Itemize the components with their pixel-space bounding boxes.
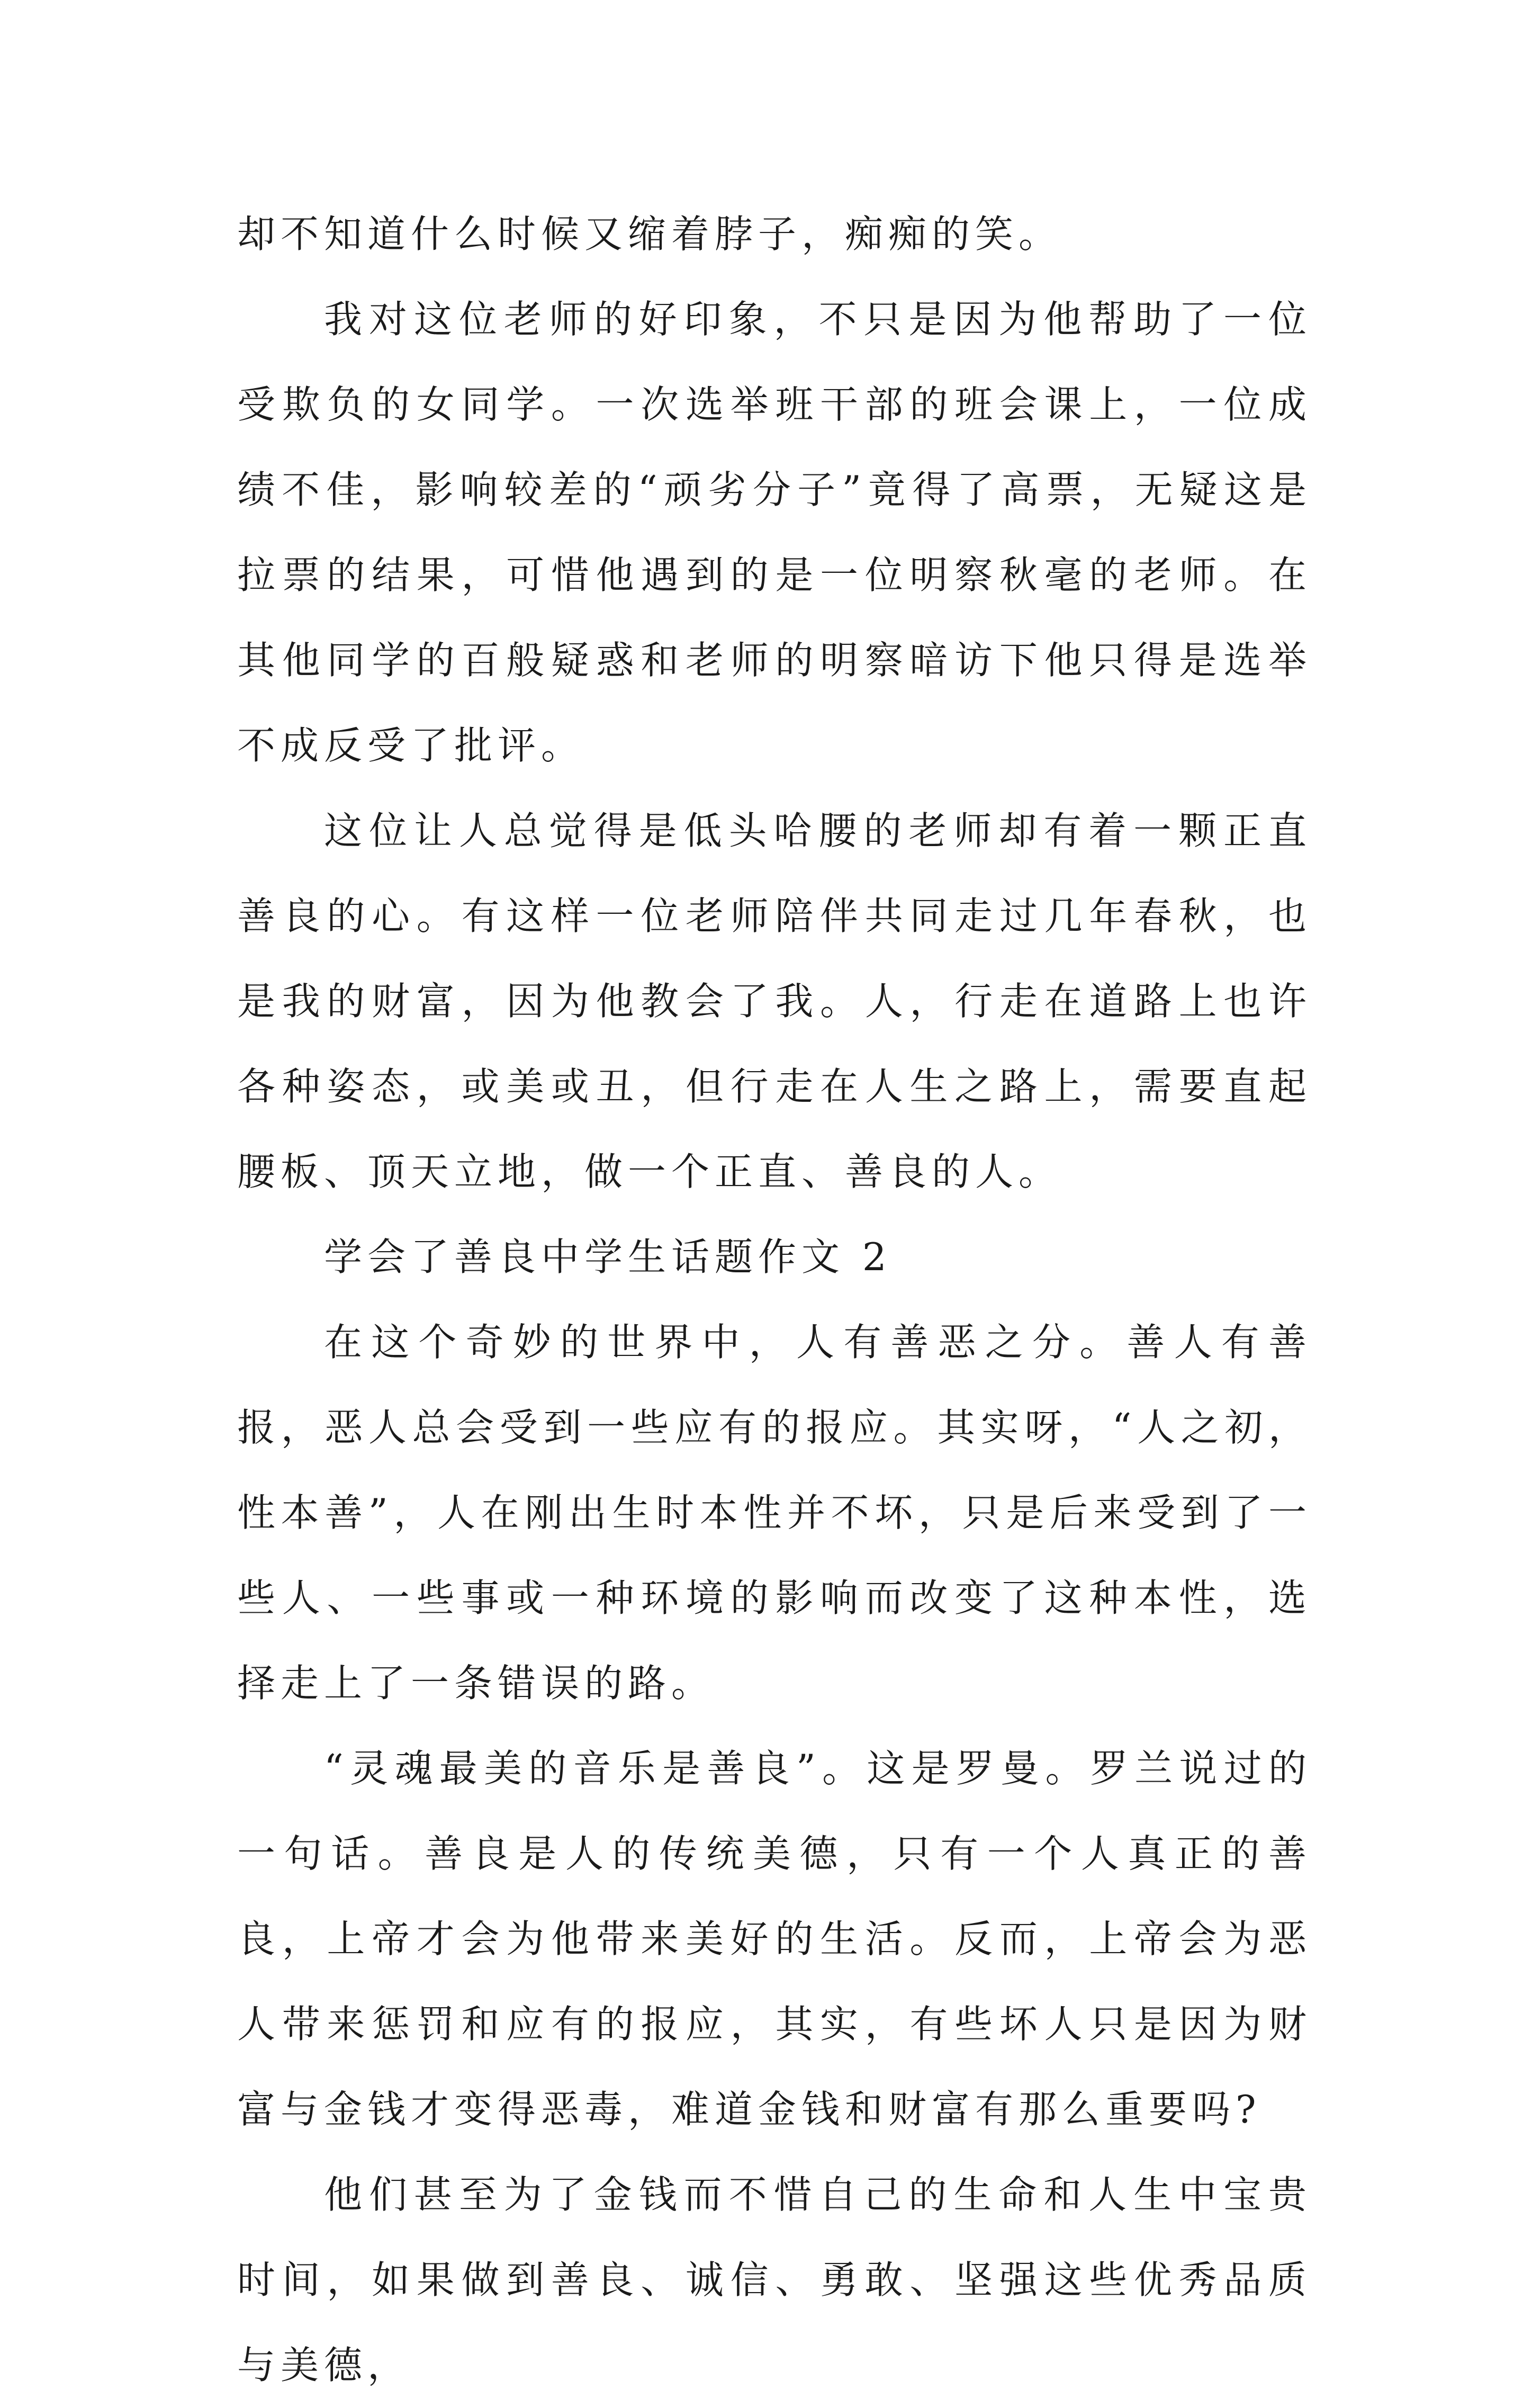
paragraph-4: 在这个奇妙的世界中，人有善恶之分。善人有善报，恶人总会受到一些应有的报应。其实呀，“人之初，性本善”，人在刚出生时本性并不坏，只是后来受到了一些人、一些事或一种环境的影响而改变了这种本性，选择走上了一条错误的路。 [237, 1320, 1312, 1705]
section-heading: 学会了善良中学生话题作文 2 [324, 1235, 892, 1279]
paragraph-6: 他们甚至为了金钱而不惜自己的生命和人生中宝贵时间，如果做到善良、诚信、勇敢、坚强这些优秀品质与美德， [237, 2172, 1312, 2387]
paragraph-5: “灵魂最美的音乐是善良”。这是罗曼。罗兰说过的一句话。善良是人的传统美德，只有一个人真正的善良，上帝才会为他带来美好的生活。反而，上帝会为恶人带来惩罚和应有的报应，其实，有些坏人只是因为财富与金钱才变得恶毒，难道金钱和财富有那么重要吗? [237, 1746, 1312, 2132]
paragraph-2: 我对这位老师的好印象，不只是因为他帮助了一位受欺负的女同学。一次选举班干部的班会课上，一位成绩不佳，影响较差的“顽劣分子”竟得了高票，无疑这是拉票的结果，可惜他遇到的是一位明察秋毫的老师。在其他同学的百般疑惑和老师的明察暗访下他只得是选举不成反受了批评。 [237, 297, 1312, 768]
paragraph-1: 却不知道什么时候又缩着脖子，痴痴的笑。 [237, 212, 1062, 256]
document-body [237, 192, 1312, 2408]
paragraph-3: 这位让人总觉得是低头哈腰的老师却有着一颗正直善良的心。有这样一位老师陪伴共同走过几年春秋，也是我的财富，因为他教会了我。人，行走在道路上也许各种姿态，或美或丑，但行走在人生之路上，需要直起腰板、顶天立地，做一个正直、善良的人。 [237, 808, 1312, 1194]
